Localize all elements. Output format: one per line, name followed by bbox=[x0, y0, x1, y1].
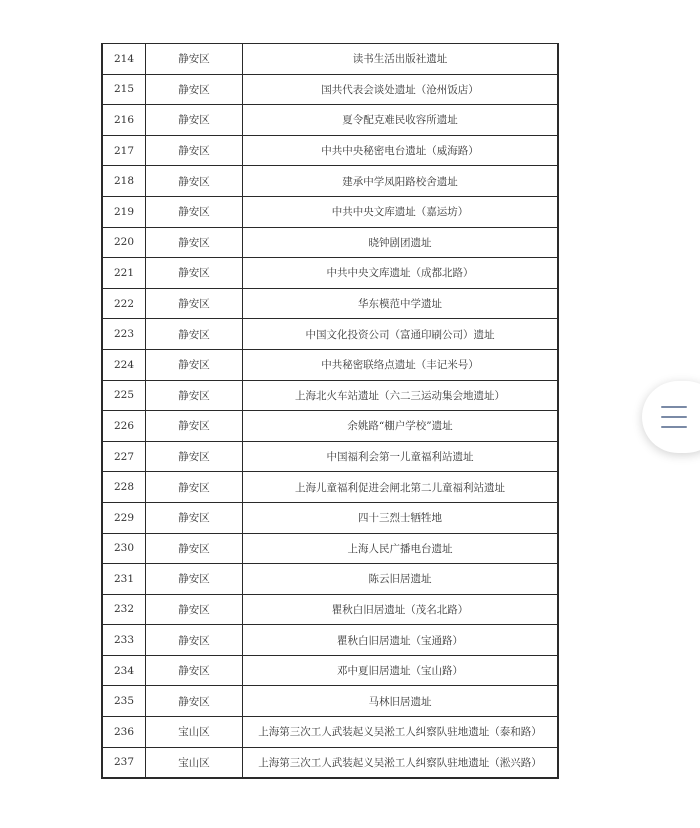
site-name-cell: 瞿秋白旧居遗址（茂名北路） bbox=[243, 594, 559, 625]
site-name-cell: 瞿秋白旧居遗址（宝通路） bbox=[243, 625, 559, 656]
table-row bbox=[102, 288, 558, 319]
table-row bbox=[102, 655, 558, 686]
row-number: 229 bbox=[102, 502, 146, 533]
row-number: 232 bbox=[102, 594, 146, 625]
district-cell: 静安区 bbox=[146, 655, 243, 686]
row-number: 219 bbox=[102, 196, 146, 227]
table-row bbox=[102, 502, 558, 533]
row-number: 223 bbox=[102, 319, 146, 350]
table-row bbox=[102, 227, 558, 258]
row-number: 214 bbox=[102, 44, 146, 75]
row-number: 230 bbox=[102, 533, 146, 564]
district-cell: 静安区 bbox=[146, 319, 243, 350]
site-name-cell: 华东模范中学遗址 bbox=[243, 288, 559, 319]
table-row bbox=[102, 625, 558, 656]
table-row bbox=[102, 380, 558, 411]
district-cell: 静安区 bbox=[146, 227, 243, 258]
district-cell: 静安区 bbox=[146, 502, 243, 533]
district-cell: 静安区 bbox=[146, 441, 243, 472]
site-name-cell: 中国福利会第一儿童福利站遗址 bbox=[243, 441, 559, 472]
row-number: 227 bbox=[102, 441, 146, 472]
district-cell: 静安区 bbox=[146, 625, 243, 656]
row-number: 236 bbox=[102, 717, 146, 748]
site-list-table bbox=[101, 43, 559, 779]
row-number: 225 bbox=[102, 380, 146, 411]
site-name-cell: 夏令配克难民收容所遗址 bbox=[243, 105, 559, 136]
table-row bbox=[102, 74, 558, 105]
site-name-cell: 上海人民广播电台遗址 bbox=[243, 533, 559, 564]
district-cell: 静安区 bbox=[146, 196, 243, 227]
district-cell: 静安区 bbox=[146, 472, 243, 503]
row-number: 226 bbox=[102, 411, 146, 442]
district-cell: 宝山区 bbox=[146, 717, 243, 748]
row-number: 234 bbox=[102, 655, 146, 686]
site-name-cell: 建承中学凤阳路校舍遗址 bbox=[243, 166, 559, 197]
table-row bbox=[102, 319, 558, 350]
district-cell: 静安区 bbox=[146, 686, 243, 717]
district-cell: 静安区 bbox=[146, 74, 243, 105]
site-name-cell: 马林旧居遗址 bbox=[243, 686, 559, 717]
site-name-cell: 上海第三次工人武装起义吴淞工人纠察队驻地遗址（淞兴路） bbox=[243, 747, 559, 778]
district-cell: 静安区 bbox=[146, 564, 243, 595]
district-cell: 静安区 bbox=[146, 105, 243, 136]
row-number: 220 bbox=[102, 227, 146, 258]
table-row bbox=[102, 105, 558, 136]
district-cell: 静安区 bbox=[146, 288, 243, 319]
district-cell: 静安区 bbox=[146, 258, 243, 289]
site-name-cell: 中共中央秘密电台遗址（威海路） bbox=[243, 135, 559, 166]
row-number: 237 bbox=[102, 747, 146, 778]
site-name-cell: 四十三烈士牺牲地 bbox=[243, 502, 559, 533]
table-row bbox=[102, 135, 558, 166]
row-number: 233 bbox=[102, 625, 146, 656]
table-row bbox=[102, 686, 558, 717]
table-row bbox=[102, 533, 558, 564]
district-cell: 静安区 bbox=[146, 166, 243, 197]
site-name-cell: 中共中央文库遗址（嘉运坊） bbox=[243, 196, 559, 227]
table-row bbox=[102, 44, 558, 75]
site-name-cell: 国共代表会谈处遗址（沧州饭店） bbox=[243, 74, 559, 105]
site-name-cell: 中共中央文库遗址（成都北路） bbox=[243, 258, 559, 289]
table-row bbox=[102, 166, 558, 197]
table-row bbox=[102, 564, 558, 595]
district-cell: 静安区 bbox=[146, 533, 243, 564]
table-row bbox=[102, 472, 558, 503]
site-name-cell: 余姚路“棚户学校”遗址 bbox=[243, 411, 559, 442]
table-row bbox=[102, 594, 558, 625]
district-cell: 静安区 bbox=[146, 349, 243, 380]
site-name-cell: 读书生活出版社遗址 bbox=[243, 44, 559, 75]
row-number: 216 bbox=[102, 105, 146, 136]
table-row bbox=[102, 441, 558, 472]
district-cell: 静安区 bbox=[146, 594, 243, 625]
row-number: 235 bbox=[102, 686, 146, 717]
row-number: 221 bbox=[102, 258, 146, 289]
table-row bbox=[102, 258, 558, 289]
row-number: 217 bbox=[102, 135, 146, 166]
row-number: 224 bbox=[102, 349, 146, 380]
floating-menu-button[interactable] bbox=[642, 381, 700, 453]
site-name-cell: 邓中夏旧居遗址（宝山路） bbox=[243, 655, 559, 686]
table-row bbox=[102, 747, 558, 778]
table-row bbox=[102, 196, 558, 227]
district-cell: 静安区 bbox=[146, 380, 243, 411]
row-number: 215 bbox=[102, 74, 146, 105]
site-name-cell: 上海儿童福利促进会闸北第二儿童福利站遗址 bbox=[243, 472, 559, 503]
site-name-cell: 晓钟剧团遗址 bbox=[243, 227, 559, 258]
row-number: 231 bbox=[102, 564, 146, 595]
row-number: 222 bbox=[102, 288, 146, 319]
site-name-cell: 上海北火车站遗址（六二三运动集会地遗址） bbox=[243, 380, 559, 411]
table-row bbox=[102, 717, 558, 748]
district-cell: 宝山区 bbox=[146, 747, 243, 778]
site-name-cell: 中共秘密联络点遗址（丰记米号） bbox=[243, 349, 559, 380]
table-row bbox=[102, 411, 558, 442]
site-name-cell: 上海第三次工人武装起义吴淞工人纠察队驻地遗址（泰和路） bbox=[243, 717, 559, 748]
site-name-cell: 陈云旧居遗址 bbox=[243, 564, 559, 595]
district-cell: 静安区 bbox=[146, 411, 243, 442]
table-row bbox=[102, 349, 558, 380]
row-number: 218 bbox=[102, 166, 146, 197]
district-cell: 静安区 bbox=[146, 135, 243, 166]
site-name-cell: 中国文化投资公司（富通印刷公司）遗址 bbox=[243, 319, 559, 350]
district-cell: 静安区 bbox=[146, 44, 243, 75]
row-number: 228 bbox=[102, 472, 146, 503]
